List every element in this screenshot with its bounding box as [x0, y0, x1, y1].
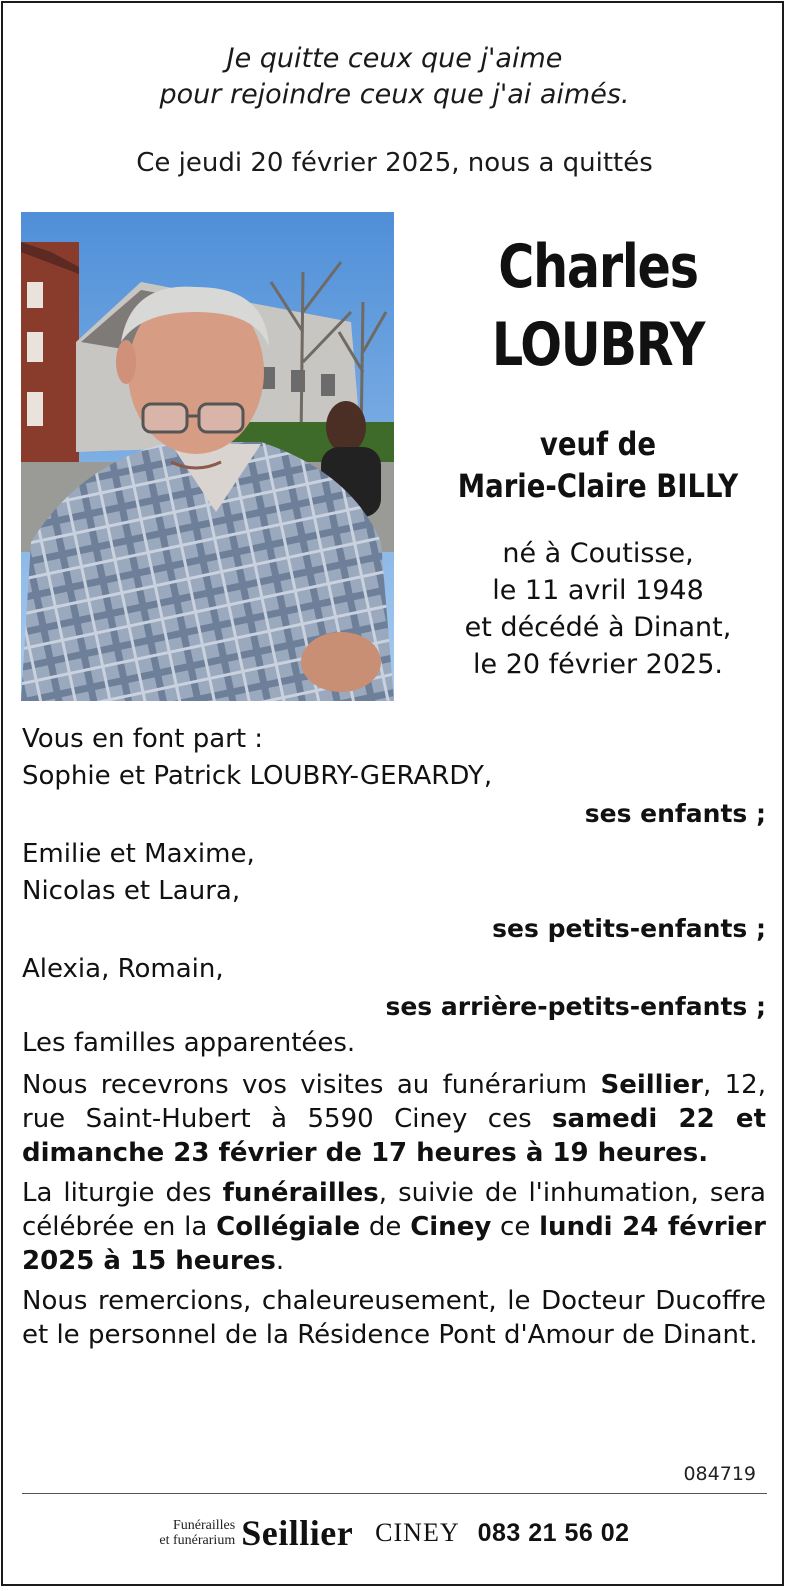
- grandchildren-names-2: Nicolas et Laura,: [22, 876, 241, 906]
- funeral-text-1: La liturgie des: [22, 1178, 223, 1208]
- reference-number: 084719: [683, 1463, 756, 1485]
- funeral-home-city: CINEY: [375, 1518, 460, 1547]
- footer-divider: [22, 1493, 767, 1494]
- funeral-home-footer: [3, 1503, 786, 1563]
- great-grandchildren-label: ses arrière-petits-enfants ;: [385, 992, 766, 1021]
- funeral-paragraph: [22, 1176, 766, 1278]
- funeral-bold-3: Ciney: [410, 1212, 492, 1242]
- visits-bold-1: Seillier: [600, 1070, 703, 1100]
- quote-line-2: pour rejoindre ceux que j'ai aimés.: [159, 79, 630, 110]
- birth-death-info: [413, 535, 783, 683]
- subtitle-line-1: Funérailles: [172, 1518, 236, 1533]
- deceased-name: [446, 228, 749, 384]
- funeral-home-subtitle: [159, 1518, 235, 1548]
- grandchildren-label: ses petits-enfants ;: [492, 914, 766, 943]
- funeral-home-phone: 083 21 56 02: [477, 1518, 630, 1547]
- visits-bold-2: samedi 22 et dimanche 23 février de 17 heures à 19 heures.: [22, 1104, 766, 1168]
- portrait-photo: [21, 212, 394, 701]
- funeral-text-4: ce: [491, 1212, 540, 1242]
- last-name: LOUBRY: [491, 310, 705, 380]
- death-date: le 20 février 2025.: [473, 649, 723, 680]
- children-label: ses enfants ;: [584, 799, 766, 828]
- funeral-bold-1: funérailles: [222, 1178, 379, 1208]
- relatives-line: Les familles apparentées.: [22, 1028, 356, 1058]
- spouse-block: [439, 423, 757, 507]
- widower-label: veuf de: [539, 425, 657, 463]
- first-name: Charles: [498, 232, 698, 302]
- grandchildren-names-1: Emilie et Maxime,: [22, 839, 255, 869]
- subtitle-line-2: et funérarium: [159, 1533, 236, 1548]
- death-place: et décédé à Dinant,: [464, 612, 732, 643]
- great-grandchildren-names: Alexia, Romain,: [22, 954, 224, 984]
- visits-paragraph: [22, 1068, 766, 1170]
- family-intro: Vous en font part :: [22, 724, 264, 754]
- death-announcement: Ce jeudi 20 février 2025, nous a quittés: [136, 148, 653, 178]
- spouse-name: Marie-Claire BILLY: [457, 467, 739, 505]
- funeral-text-2: , suivie de l'inhumation, sera célébrée en la: [22, 1178, 766, 1242]
- obituary-notice: [1, 1, 784, 1586]
- funeral-home-logo: Seillier: [241, 1513, 354, 1553]
- visits-text-1: Nous recevrons vos visites au funérarium: [22, 1070, 601, 1100]
- funeral-bold-2: Collégiale: [216, 1212, 361, 1242]
- notice-body: [22, 721, 766, 1352]
- quote-line-1: Je quitte ceux que j'aime: [226, 43, 563, 74]
- funeral-bold-4: lundi 24 février 2025 à 15 heures: [22, 1212, 766, 1276]
- birth-date: le 11 avril 1948: [492, 575, 704, 606]
- funeral-text-3: de: [360, 1212, 411, 1242]
- birth-place: né à Coutisse,: [502, 538, 694, 569]
- funeral-text-5: .: [275, 1246, 285, 1276]
- thanks-paragraph: Nous remercions, chaleureusement, le Docteur Ducoffre et le personnel de la Résidence Pont d'Amour de Dinant.: [22, 1286, 766, 1350]
- children-names: Sophie et Patrick LOUBRY-GERARDY,: [22, 761, 493, 791]
- visits-text-2: , 12, rue Saint-Hubert à 5590 Ciney ces: [22, 1070, 766, 1134]
- epitaph-quote: [3, 41, 786, 113]
